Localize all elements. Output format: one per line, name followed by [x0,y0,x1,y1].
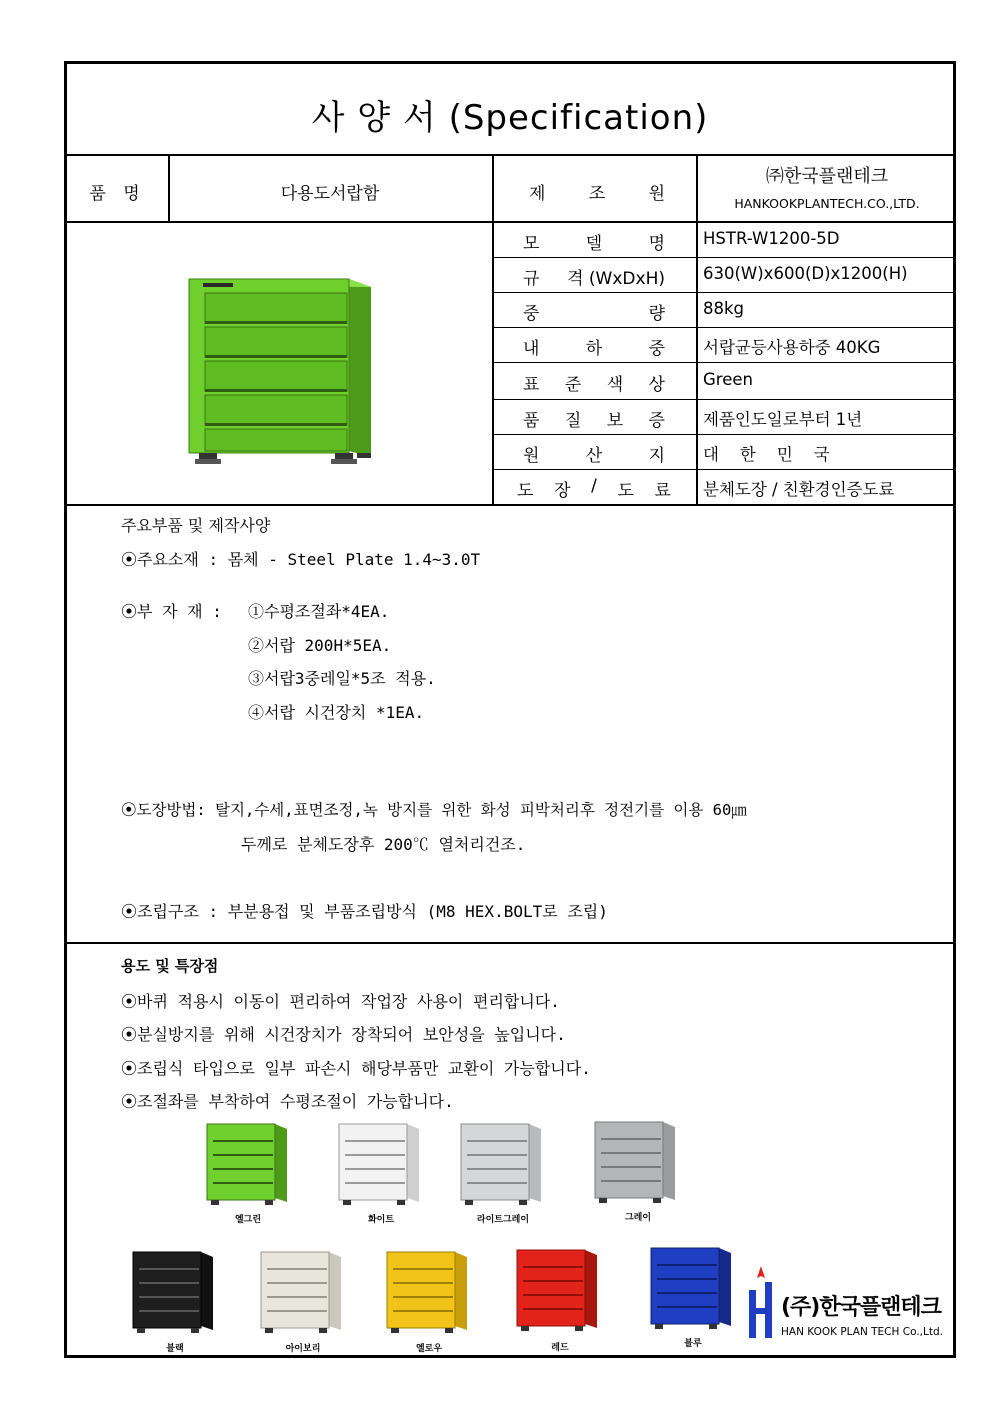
color-option-label: 그레이 [624,1213,652,1223]
color-option-light-gray-image [457,1120,547,1210]
spec-label-size: 규 격 (WxDxH) [523,269,665,289]
parts-assembly: ⦿조립구조 : 부분용접 및 부품조립방식 (M8 HEX.BOLT로 조립) [121,902,608,921]
company-logo-name-en: HAN KOOK PLAN TECH Co.,Ltd. [781,1326,943,1338]
parts-painting-1: ⦿도장방법: 탈지,수세,표면조정,녹 방지를 위한 화성 피박처리후 정전기를 이용 60㎛ [121,801,747,819]
spec-value-load: 서랍균등사용하중 40KG [703,338,881,357]
color-option-label: 블루 [684,1339,702,1349]
color-option-black-image [129,1248,219,1338]
spec-value-color: Green [703,370,753,389]
divider [67,942,953,944]
maker-name-en: HANKOOKPLANTECH.CO.,LTD. [734,196,920,211]
spec-label-paint: 도 장 / 도 료 [517,476,671,501]
maker-name: ㈜한국플랜테크 [765,166,889,187]
spec-value-size: 630(W)x600(D)x1200(H) [703,264,908,283]
product-label: 품 명 [89,184,146,204]
color-option-gray-image [591,1118,681,1208]
feature-item: ⦿조절좌를 부착하여 수평조절이 가능합니다. [121,1092,454,1111]
maker-label: 제 조 원 [529,184,665,204]
features-heading: 용도 및 특장점 [121,957,219,975]
page-title: 사 양 서 (Specification) [311,98,709,138]
spec-value-model: HSTR-W1200-5D [703,229,840,248]
product-cabinet-image [185,269,425,469]
spec-label-color: 표 준 색 상 [523,375,665,395]
divider [494,399,953,400]
spec-value-paint: 분체도장 / 친환경인증도료 [703,480,895,499]
company-logo-name: (주)한국플랜테크 [781,1295,941,1320]
divider [494,434,953,435]
company-logo-icon [743,1264,779,1344]
spec-label-model: 모 델 명 [523,234,665,254]
parts-material: ⦿주요소재 : 몸체 - Steel Plate 1.4~3.0T [121,550,481,569]
divider [492,154,494,504]
divider [494,257,953,258]
color-option-label: 옐로우 [415,1344,443,1354]
color-option-blue-image [647,1244,737,1334]
color-option-red-image [513,1246,603,1336]
parts-heading: 주요부품 및 제작사양 [121,516,271,535]
parts-sub-item: ③서랍3중레일*5조 적용. [248,669,436,688]
parts-sub-item: ④서랍 시건장치 *1EA. [248,703,425,722]
spec-value-origin: 대 한 민 국 [703,445,830,464]
parts-painting-2: 두께로 분체도장후 200℃ 열처리건조. [241,835,526,854]
feature-item: ⦿바퀴 적용시 이동이 편리하여 작업장 사용이 편리합니다. [121,992,560,1011]
divider [67,504,953,506]
product-name: 다용도서랍함 [280,184,380,204]
divider [494,327,953,328]
spec-label-origin: 원 산 지 [523,446,665,466]
color-option-label: 옐그린 [234,1215,262,1225]
color-option-label: 블랙 [166,1344,184,1354]
feature-item: ⦿분실방지를 위해 시건장치가 장착되어 보안성을 높입니다. [121,1025,566,1044]
parts-sub-label: ⦿부 자 재 : [121,602,232,621]
color-option-white-image [335,1120,425,1210]
color-option-label: 레드 [551,1343,569,1353]
divider [494,469,953,470]
spec-label-weight: 중 량 [523,304,665,324]
spec-sheet [64,61,956,1358]
color-option-green-image [203,1120,293,1210]
spec-value-weight: 88kg [703,299,745,318]
parts-sub-item: ②서랍 200H*5EA. [248,636,392,655]
divider [67,154,953,156]
feature-item: ⦿조립식 타입으로 일부 파손시 해당부품만 교환이 가능합니다. [121,1059,591,1078]
spec-value-warranty: 제품인도일로부터 1년 [703,410,863,429]
divider [494,362,953,363]
spec-label-warranty: 품 질 보 증 [523,411,665,431]
color-option-ivory-image [257,1248,347,1338]
color-option-yellow-image [383,1248,473,1338]
color-option-label: 라이트그레이 [476,1215,530,1225]
divider [67,221,953,223]
parts-sub-item: ①수평조절좌*4EA. [248,602,390,621]
spec-label-load: 내 하 중 [523,339,665,359]
color-option-label: 화이트 [367,1215,395,1225]
divider [494,292,953,293]
color-option-label: 아이보리 [285,1344,321,1354]
